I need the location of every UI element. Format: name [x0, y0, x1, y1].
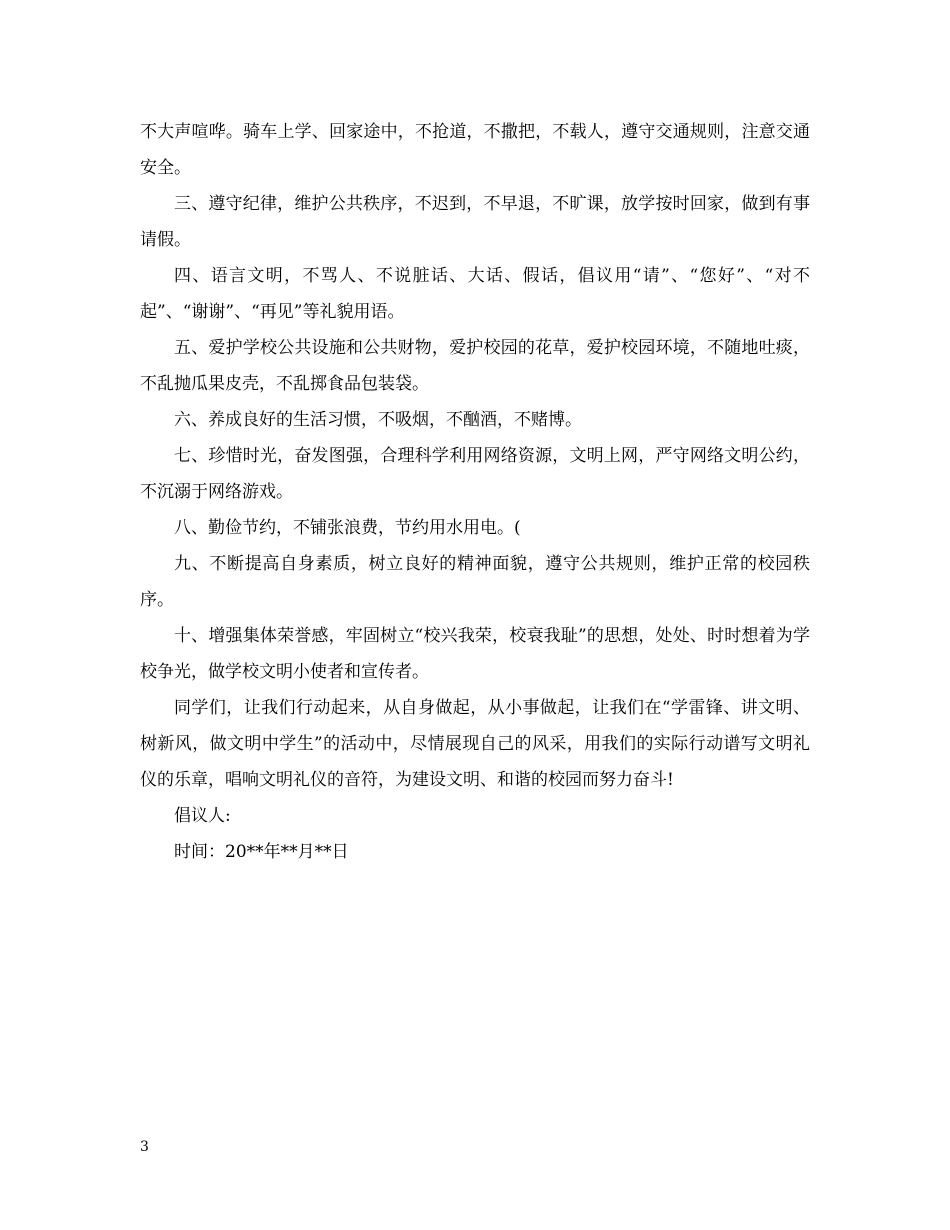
paragraph-item-5: 五、爱护学校公共设施和公共财物，爱护校园的花草，爱护校园环境，不随地吐痰，不乱抛瓜果皮壳，不乱掷食品包装袋。 [140, 338, 810, 394]
paragraph-item-9: 九、不断提高自身素质，树立良好的精神面貌，遵守公共规则，维护正常的校园秩序。 [140, 554, 810, 610]
paragraph-item-7: 七、珍惜时光，奋发图强，合理科学利用网络资源，文明上网，严守网络文明公约，不沉溺于网络游戏。 [140, 446, 810, 502]
signature-date: 时间：20**年**月**日 [174, 842, 349, 862]
paragraph-item-8: 八、勤俭节约，不铺张浪费，节约用水用电。( [174, 518, 521, 538]
body-text [140, 114, 810, 870]
paragraph-item-4: 四、语言文明，不骂人、不说脏话、大话、假话，倡议用“请”、“您好”、“对不起”、“谢谢”、“再见”等礼貌用语。 [140, 266, 810, 322]
signature-proposer: 倡议人: [174, 806, 231, 826]
paragraph-item-10: 十、增强集体荣誉感，牢固树立“校兴我荣，校衰我耻”的思想，处处、时时想着为学校争光，做学校文明小使者和宣传者。 [140, 626, 810, 682]
paragraph-item-3: 三、遵守纪律，维护公共秩序，不迟到，不早退，不旷课，放学按时回家，做到有事请假。 [140, 194, 810, 250]
paragraph-continuation: 不大声喧哗。骑车上学、回家途中，不抢道，不撒把，不载人，遵守交通规则，注意交通安全。 [140, 122, 810, 178]
paragraph-closing-appeal: 同学们，让我们行动起来，从自身做起，从小事做起，让我们在“学雷锋、讲文明、树新风，做文明中学生”的活动中，尽情展现自己的风采，用我们的实际行动谱写文明礼仪的乐章，唱响文明礼仪的音符，为建设文明、和谐的校园而努力奋斗! [140, 698, 810, 790]
page-number: 3 [140, 1139, 149, 1155]
paragraph-item-6: 六、养成良好的生活习惯，不吸烟，不酗酒，不赌博。 [174, 410, 582, 430]
